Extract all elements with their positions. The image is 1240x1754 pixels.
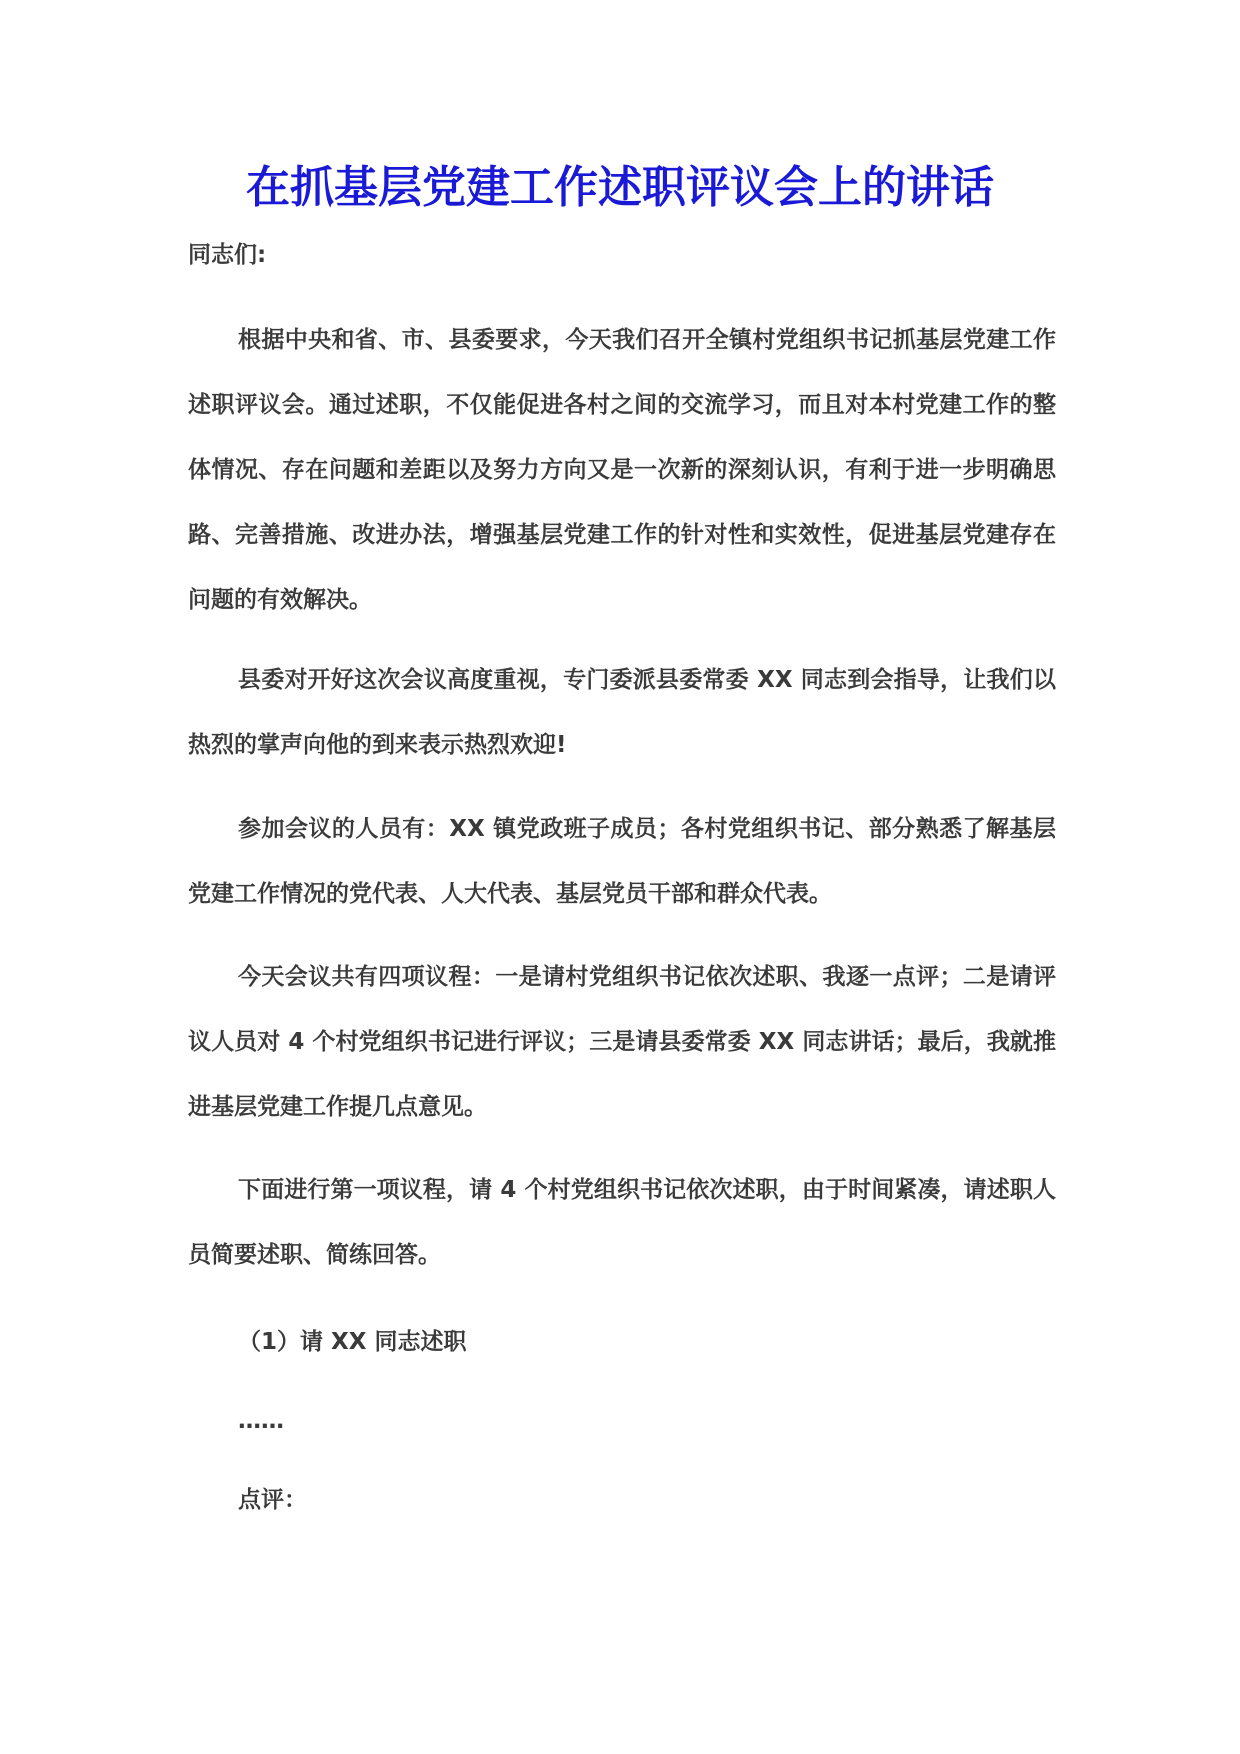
list-item-report: （1）请 XX 同志述职	[238, 1329, 467, 1355]
comment-label: 点评：	[238, 1487, 307, 1513]
paragraph-first-item: 下面进行第一项议程，请 4 个村党组织书记依次述职，由于时间紧凑，请述职人员简要述职、简练回答。	[188, 1177, 1056, 1268]
paragraph-agenda: 今天会议共有四项议程：一是请村党组织书记依次述职、我逐一点评；二是请评议人员对 4 个村党组织书记进行评议；三是请县委常委 XX 同志讲话；最后，我就推进基层党建工作提几点意见。	[188, 964, 1056, 1120]
paragraph-welcome: 县委对开好这次会议高度重视，专门委派县委常委 XX 同志到会指导，让我们以热烈的掌声向他的到来表示热烈欢迎!	[188, 667, 1056, 758]
salutation: 同志们:	[188, 242, 267, 268]
paragraph-intro: 根据中央和省、市、县委要求，今天我们召开全镇村党组织书记抓基层党建工作述职评议会。通过述职，不仅能促进各村之间的交流学习，而且对本村党建工作的整体情况、存在问题和差距以及努力方向又是一次新的深刻认识，有利于进一步明确思路、完善措施、改进办法，增强基层党建工作的针对性和实效性，促进基层党建存在问题的有效解决。	[188, 327, 1056, 613]
paragraph-attendees: 参加会议的人员有：XX 镇党政班子成员；各村党组织书记、部分熟悉了解基层党建工作情况的党代表、人大代表、基层党员干部和群众代表。	[188, 816, 1056, 907]
document-title: 在抓基层党建工作述职评议会上的讲话	[246, 162, 994, 213]
ellipsis-text: ……	[238, 1408, 284, 1434]
